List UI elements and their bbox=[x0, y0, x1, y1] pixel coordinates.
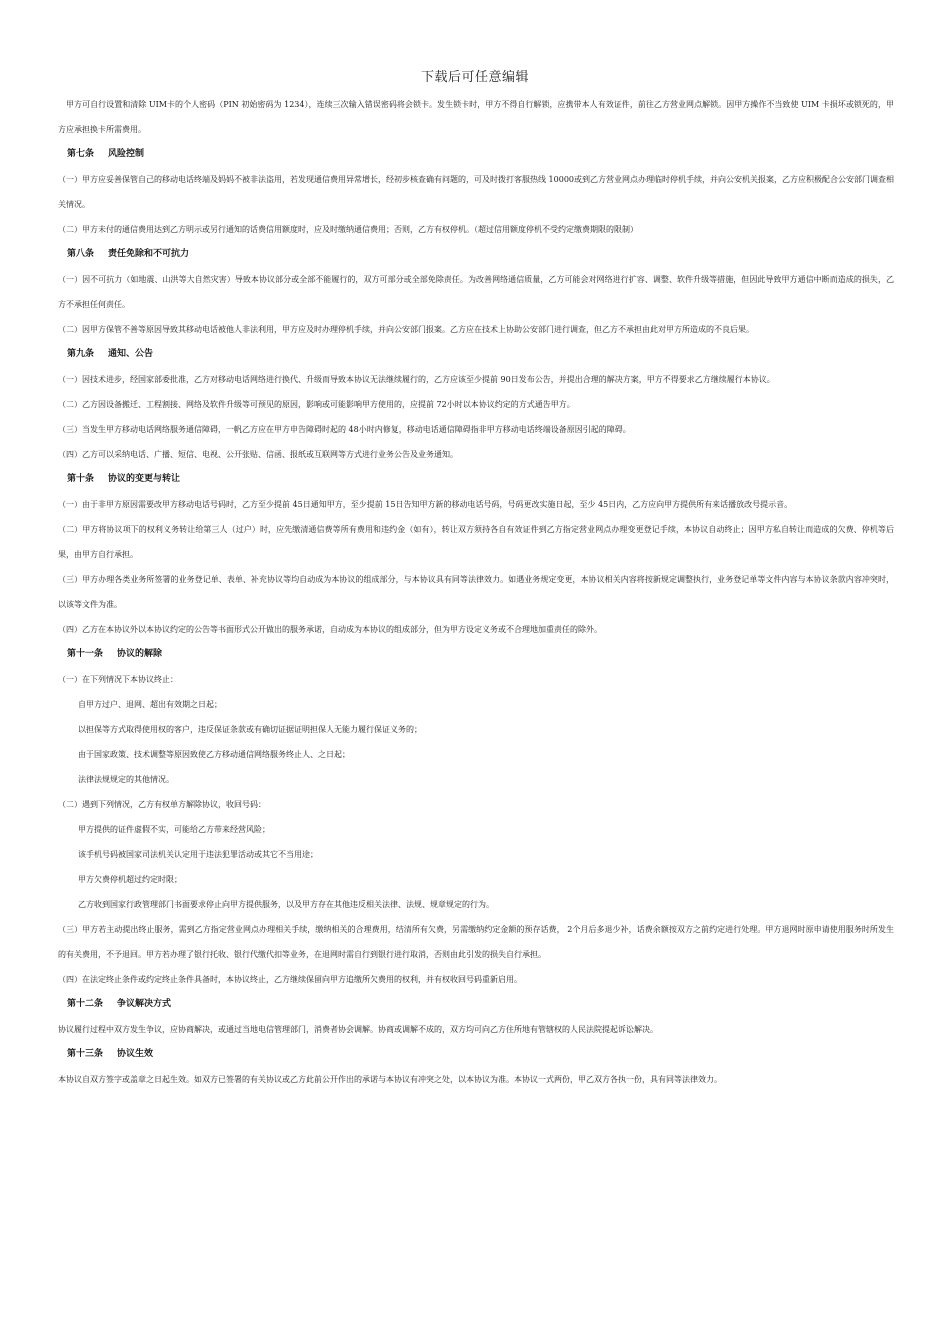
section-title: 协议的变更与转让 bbox=[108, 474, 181, 484]
section-heading-13 bbox=[58, 1042, 894, 1067]
clause-paragraph: （四）乙方可以采纳电话、广播、短信、电视、公开张贴、信函、报纸或互联网等方式进行业务公告及业务通知。 bbox=[58, 450, 458, 459]
document-title: 下载后可任意编辑 bbox=[420, 70, 529, 85]
section-heading-10 bbox=[58, 467, 894, 492]
section-title: 责任免除和不可抗力 bbox=[108, 249, 190, 259]
clause-paragraph: 协议履行过程中双方发生争议，应协商解决，或通过当地电信管理部门，消费者协会调解。协商或调解不成的，双方均可向乙方住所地有管辖权的人民法院提起诉讼解决。 bbox=[58, 1025, 658, 1034]
list-item: 法律法规规定的其他情况。 bbox=[78, 775, 174, 784]
clause-paragraph: （三）甲方若主动提出终止服务，需到乙方指定营业网点办理相关手续，缴纳相关的合理费用，结清所有欠费，另需缴纳约定金额的预存话费， 2个月后多退少补，话费余额按双方之前约定进行处理。甲方退网时原申请使用服务时所发生的有关费用，不予退回。甲方若办理了银行托收、银行代缴代扣等业务，在退网时需自行到银行进行取消，否则由此引发的损失自行承担。 bbox=[58, 925, 894, 959]
section-heading-9 bbox=[58, 342, 894, 367]
section-number: 第九条 bbox=[67, 349, 95, 359]
section-number: 第十一条 bbox=[67, 649, 104, 659]
clause-paragraph: （二）因甲方保管不善等原因导致其移动电话被他人非法利用，甲方应及时办理停机手续，并向公安部门报案。乙方应在技术上协助公安部门进行调查，但乙方不承担由此对甲方所造成的不良后果。 bbox=[58, 325, 754, 334]
section-title: 协议的解除 bbox=[117, 649, 163, 659]
clause-paragraph: （三）当发生甲方移动电话网络服务通信障碍，一帆乙方应在甲方申告障碍时起的 48小时内修复，移动电话通信障碍指非甲方移动电话终端设备原因引起的障碍。 bbox=[58, 425, 631, 434]
section-title: 协议生效 bbox=[117, 1049, 154, 1059]
list-item: 由于国家政策、技术调整等原因致使乙方移动通信网络服务终止人、之日起； bbox=[78, 750, 350, 759]
clause-paragraph: （一）因技术进步，经国家部委批准，乙方对移动电话网络进行换代、升级而导致本协议无法继续履行的，乙方应该至少提前 90日发布公告，并提出合理的解决方案，甲方不得要求乙方继续履行本协议。 bbox=[58, 375, 775, 384]
section-title: 争议解决方式 bbox=[117, 999, 172, 1009]
section-heading-12 bbox=[58, 992, 894, 1017]
section-title: 风险控制 bbox=[108, 149, 145, 159]
section-number: 第七条 bbox=[67, 149, 95, 159]
clause-paragraph: （一）由于非甲方原因需要改甲方移动电话号码时，乙方至少提前 45日通知甲方，至少提前 15日告知甲方新的移动电话号码，号码更改实施日起，至少 45日内，乙方应向甲方提供所有来话播放改号提示音。 bbox=[58, 500, 793, 509]
clause-paragraph: （四）乙方在本协议外以本协议约定的公告等书面形式公开做出的服务承诺，自动成为本协议的组成部分，但为甲方设定义务或不合理地加重责任的除外。 bbox=[58, 625, 602, 634]
section-number: 第十二条 bbox=[67, 999, 104, 1009]
list-item: 自甲方过户、退网、超出有效期之日起； bbox=[78, 700, 222, 709]
intro-paragraph: 甲方可自行设置和清除 UIM卡的个人密码（PIN 初始密码为 1234），连续三次输入错误密码将会锁卡。发生锁卡时，甲方不得自行解锁，应携带本人有效证件，前往乙方营业网点解锁。因甲方操作不当致使 UIM 卡损坏或锁死的，甲方应承担换卡所需费用。 bbox=[58, 100, 894, 134]
section-heading-8 bbox=[58, 242, 894, 267]
document-body bbox=[58, 92, 894, 1092]
clause-paragraph: （二）遇到下列情况，乙方有权单方解除协议，收回号码： bbox=[58, 800, 266, 809]
clause-paragraph: （四）在法定终止条件或约定终止条件具备时，本协议终止，乙方继续保留向甲方追缴所欠费用的权利，并有权收回号码重新启用。 bbox=[58, 975, 522, 984]
clause-paragraph: （二）乙方因设备搬迁、工程割接、网络及软件升级等可预见的原因，影响或可能影响甲方使用的，应提前 72小时以本协议约定的方式通告甲方。 bbox=[58, 400, 575, 409]
section-heading-11 bbox=[58, 642, 894, 667]
list-item: 甲方欠费停机超过约定时限； bbox=[78, 875, 182, 884]
clause-paragraph: （一）在下列情况下本协议终止： bbox=[58, 675, 178, 684]
clause-paragraph: 本协议自双方签字或盖章之日起生效。如双方已签署的有关协议或乙方此前公开作出的承诺与本协议有冲突之处，以本协议为准。本协议一式两份，甲乙双方各执一份，具有同等法律效力。 bbox=[58, 1075, 722, 1084]
section-title: 通知、公告 bbox=[108, 349, 154, 359]
clause-paragraph: （一）因不可抗力（如地震、山洪等大自然灾害）导致本协议部分或全部不能履行的，双方可部分或全部免除责任。为改善网络通信质量，乙方可能会对网络进行扩容、调整、软件升级等措施，但因此导致甲方通信中断而造成的损失，乙方不承担任何责任。 bbox=[58, 275, 894, 309]
section-heading-7 bbox=[58, 142, 894, 167]
clause-paragraph: （三）甲方办理各类业务所签署的业务登记单、表单、补充协议等均自动成为本协议的组成部分，与本协议具有同等法律效力。如遇业务规定变更，本协议相关内容将按新规定调整执行，业务登记单等文件内容与本协议条款内容冲突时，以该等文件为准。 bbox=[58, 575, 894, 609]
list-item: 甲方提供的证件虚假不实，可能给乙方带来经营风险； bbox=[78, 825, 270, 834]
section-number: 第十三条 bbox=[67, 1049, 104, 1059]
clause-paragraph: （二）甲方未付的通信费用达到乙方明示或另行通知的话费信用额度时，应及时缴纳通信费用；否则，乙方有权停机。（超过信用额度停机不受约定缴费期限的限制） bbox=[58, 225, 638, 234]
list-item: 该手机号码被国家司法机关认定用于违法犯罪活动或其它不当用途； bbox=[78, 850, 318, 859]
clause-paragraph: （二）甲方将协议项下的权利义务转让给第三人（过户）时，应先缴清通信费等所有费用和违约金（如有），转让双方须持各自有效证件到乙方指定营业网点办理变更登记手续，本协议自动终止；因甲方私自转让而造成的欠费、停机等后果，由甲方自行承担。 bbox=[58, 525, 894, 559]
section-number: 第十条 bbox=[67, 474, 95, 484]
section-number: 第八条 bbox=[67, 249, 95, 259]
list-item: 乙方收到国家行政管理部门书面要求停止向甲方提供服务，以及甲方存在其他违反相关法律、法规、规章规定的行为。 bbox=[78, 900, 494, 909]
list-item: 以担保等方式取得使用权的客户，违反保证条款或有确切证据证明担保人无能力履行保证义务的； bbox=[78, 725, 422, 734]
clause-paragraph: （一）甲方应妥善保管自己的移动电话终端及妈妈不被非法盗用，若发现通信费用异常增长，经初步核查确有问题的，可及时拨打客服热线 10000或到乙方营业网点办理临时停机手续，并向公安机关报案，乙方应积极配合公安部门调查相关情况。 bbox=[58, 175, 894, 209]
